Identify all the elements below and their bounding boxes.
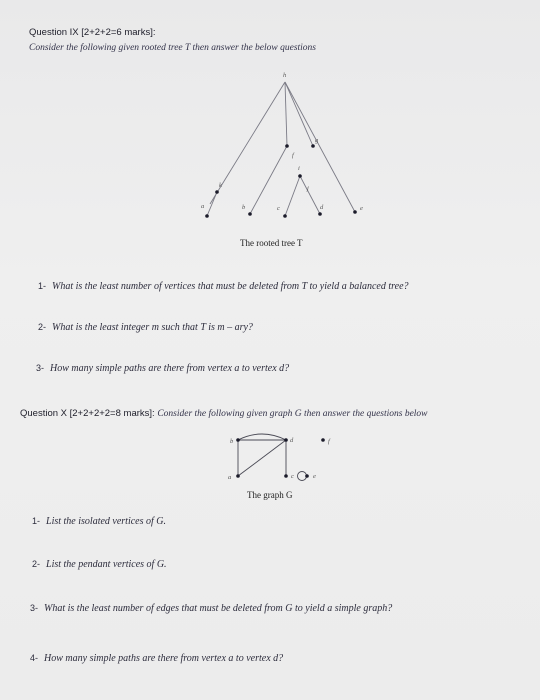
q10-question-1: 1- List the isolated vertices of G.	[32, 516, 167, 527]
label-d: d	[290, 437, 294, 444]
q10-question-3: 3- What is the least number of edges that must be deleted from G to yield a simple graph?	[30, 603, 393, 614]
label-b: b	[230, 438, 234, 445]
label-e: e	[313, 473, 316, 480]
label-f: f	[292, 152, 294, 159]
graph-g-figure	[222, 428, 342, 488]
tree-caption: The rooted tree T	[240, 238, 303, 248]
label-a: a	[228, 474, 232, 481]
q10-heading-line	[20, 408, 428, 419]
label-e: e	[360, 205, 363, 212]
graph-caption: The graph G	[247, 490, 293, 500]
label-j: j	[307, 185, 309, 192]
rooted-tree-figure	[195, 64, 385, 234]
vertex-a	[205, 214, 209, 218]
q10-heading: Question X [2+2+2+2=8 marks]:	[20, 408, 155, 419]
vertex-e	[305, 474, 309, 478]
q10-intro: Consider the following given graph G then answer the questions below	[157, 409, 428, 419]
vertex-b	[236, 438, 240, 442]
vertex-b	[248, 212, 252, 216]
vertex-c	[283, 214, 287, 218]
label-i: i	[298, 165, 300, 172]
vertex-a	[236, 474, 240, 478]
label-g: g	[315, 137, 319, 144]
label-c: c	[291, 473, 294, 480]
q9-question-3: 3- How many simple paths are there from vertex a to vertex d?	[36, 363, 290, 374]
q9-heading: Question IX [2+2+2=6 marks]:	[29, 27, 156, 38]
vertex-f	[285, 144, 289, 148]
label-b: b	[242, 204, 246, 211]
vertex-k	[215, 190, 219, 194]
vertex-i	[298, 174, 302, 178]
label-d: d	[320, 204, 324, 211]
q10-question-2: 2- List the pendant vertices of G.	[32, 559, 167, 570]
vertex-d	[284, 438, 288, 442]
label-k: k	[219, 182, 222, 189]
label-a: a	[201, 203, 205, 210]
label-h: h	[283, 72, 287, 79]
q9-intro: Consider the following given rooted tree T then answer the below questions	[29, 43, 317, 53]
label-f: f	[328, 438, 330, 445]
q9-question-1: 1- What is the least number of vertices that must be deleted from T to yield a balanced tree?	[38, 281, 409, 292]
q9-question-2: 2- What is the least integer m such that T is m – ary?	[38, 322, 253, 333]
vertex-e	[353, 210, 357, 214]
vertex-d	[318, 212, 322, 216]
vertex-g	[311, 144, 315, 148]
q10-question-4: 4- How many simple paths are there from vertex a to vertex d?	[30, 653, 284, 664]
vertex-f	[321, 438, 325, 442]
vertex-c	[284, 474, 288, 478]
label-c: c	[277, 205, 280, 212]
